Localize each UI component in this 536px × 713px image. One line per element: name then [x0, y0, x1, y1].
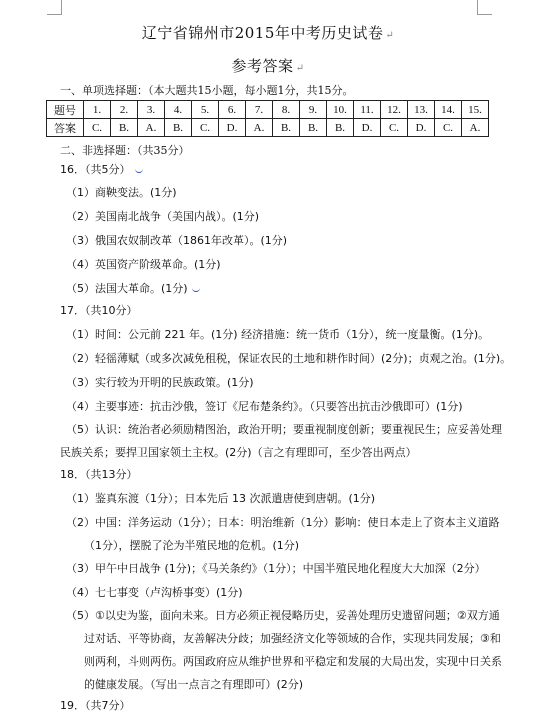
page-corner-mark-left — [47, 0, 62, 15]
answer-cell: A. — [462, 119, 489, 137]
question-number: 6. — [219, 101, 246, 119]
answer-line: （1）商鞅变法。(1分) — [66, 186, 177, 199]
answer-table — [46, 100, 489, 137]
document-subtitle: 参考答案 ↵ — [231, 57, 305, 75]
question-number: 2. — [111, 101, 138, 119]
answer-cell: B. — [111, 119, 138, 137]
answer-line: （3）俄国农奴制改革（1861年改革）。(1分) — [66, 234, 288, 247]
answer-cell: C. — [381, 119, 408, 137]
answer-line: （4）主要事迹：抗击沙俄，签订《尼布楚条约》。（只要答出抗击沙俄即可）(1分) — [66, 400, 463, 413]
answer-line: （3）实行较为开明的民族政策。(1分) — [66, 376, 254, 389]
answer-line: （3）甲午中日战争 (1分)；《马关条约》（1分）；中国半殖民地化程度大大加深（2分） — [66, 562, 486, 575]
answer-cell: D. — [219, 119, 246, 137]
question-number: 5. — [192, 101, 219, 119]
answer-line: （1）鉴真东渡（1分）；日本先后 13 次派遣唐使到唐朝。(1分) — [66, 492, 376, 505]
answer-line: （2）中国：洋务运动（1分）；日本：明治维新（1分）影响：使日本走上了资本主义道路 — [66, 516, 500, 529]
answer-cell: C. — [435, 119, 462, 137]
question-18-heading: 18．（共13分） — [60, 468, 138, 481]
answer-line: （5）认识：统治者必须励精图治，政治开明；要重视制度创新；要重视民生；应妥善处理 — [66, 423, 502, 436]
question-number: 13. — [408, 101, 435, 119]
document-title: 辽宁省锦州市2015年中考历史试卷 ↵ — [141, 24, 395, 42]
answer-line: （5）法国大革命。(1分) — [66, 280, 200, 296]
section-2-heading: 二、非选择题：（共35分） — [60, 144, 190, 157]
answer-row — [47, 119, 489, 137]
answer-line: （4）七七事变（卢沟桥事变）(1分) — [66, 586, 243, 599]
answer-line-continued: （1分），摆脱了沦为半殖民地的危机。(1分) — [84, 539, 300, 552]
question-17-heading: 17．（共10分） — [60, 304, 138, 317]
answer-line-continued: 民族关系；要捍卫国家领土主权。(2分)（言之有理即可，至少答出两点） — [60, 446, 417, 459]
question-number: 1. — [84, 101, 111, 119]
question-16-heading: 16．（共5分） — [60, 161, 143, 177]
answer-cell: B. — [165, 119, 192, 137]
question-number: 9. — [300, 101, 327, 119]
answer-cell: D. — [408, 119, 435, 137]
answer-line-continued: 则两利，斗则两伤。两国政府应从维护世界和平稳定和发展的大局出发，实现中日关系 — [84, 655, 502, 668]
answer-line: （4）英国资产阶级革命。(1分) — [66, 258, 221, 271]
question-19-heading: 19．（共7分） — [60, 699, 131, 712]
question-number: 4. — [165, 101, 192, 119]
question-number-row — [47, 101, 489, 119]
question-number: 15. — [462, 101, 489, 119]
row-label-question: 题号 — [47, 101, 84, 119]
answer-cell: A. — [246, 119, 273, 137]
row-label-answer: 答案 — [47, 119, 84, 137]
answer-cell: D. — [354, 119, 381, 137]
question-number: 12. — [381, 101, 408, 119]
answer-cell: C. — [192, 119, 219, 137]
page-corner-mark-right — [477, 0, 492, 15]
answer-line-continued: 过对话、平等协商，友善解决分歧；加强经济文化等领域的合作，实现共同发展；③和 — [84, 632, 501, 645]
answer-cell: B. — [300, 119, 327, 137]
answer-cell: B. — [327, 119, 354, 137]
question-number: 7. — [246, 101, 273, 119]
question-number: 8. — [273, 101, 300, 119]
answer-line: （5）①以史为鉴，面向未来。日方必须正视侵略历史，妥善处理历史遗留问题；②双方通 — [66, 609, 500, 622]
answer-line: （1）时间：公元前 221 年。(1分) 经济措施：统一货币（1分），统一度量衡。(1分)。 — [66, 328, 490, 341]
answer-cell: A. — [138, 119, 165, 137]
answer-line: （2）轻徭薄赋（或多次减免租税，保证农民的土地和耕作时间）(2分)；贞观之治。(1分)。 — [66, 352, 512, 365]
answer-cell: B. — [273, 119, 300, 137]
question-number: 3. — [138, 101, 165, 119]
answer-cell: C. — [84, 119, 111, 137]
answer-line-continued: 的健康发展。（写出一点言之有理即可）(2分) — [84, 678, 304, 691]
answer-line: （2）美国南北战争（美国内战）。(1分) — [66, 210, 260, 223]
question-number: 14. — [435, 101, 462, 119]
section-1-heading: 一、单项选择题：（本大题共15小题，每小题1分，共15分。 — [60, 84, 354, 97]
question-number: 11. — [354, 101, 381, 119]
question-number: 10. — [327, 101, 354, 119]
